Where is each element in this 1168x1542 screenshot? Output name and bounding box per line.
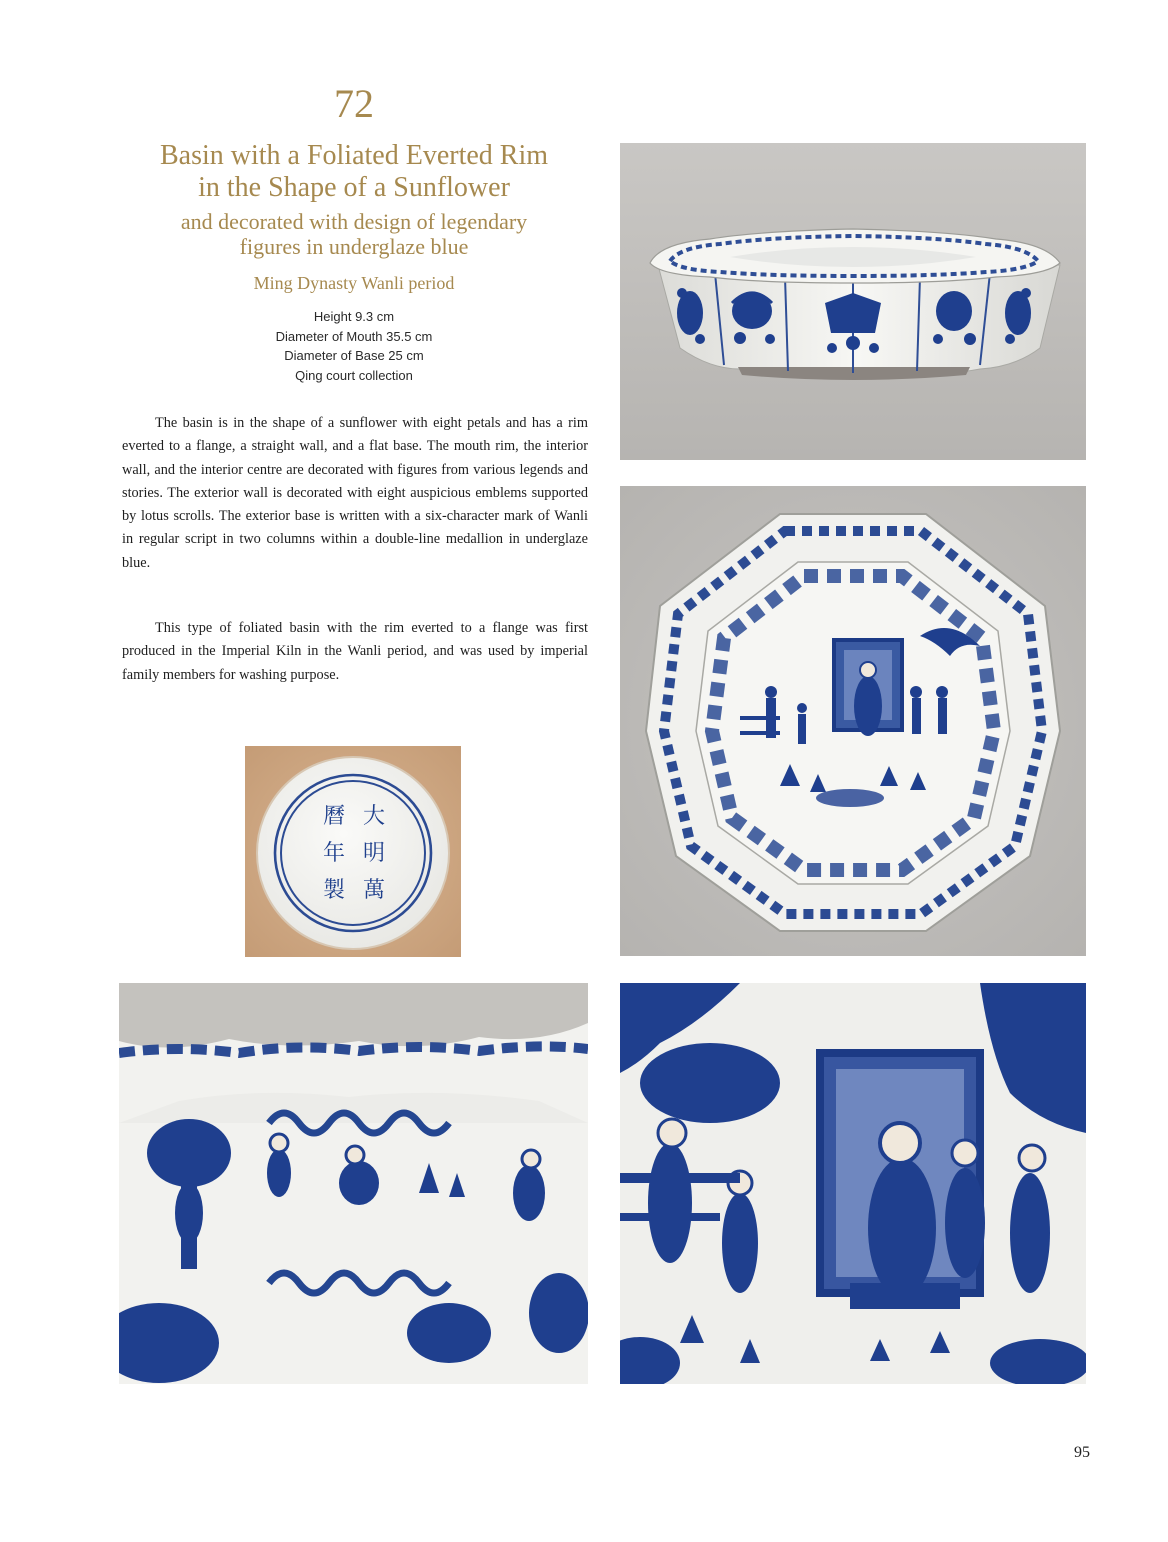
centre-detail-photo bbox=[620, 983, 1086, 1384]
page-number: 95 bbox=[1074, 1444, 1090, 1461]
rim-detail-illustration bbox=[119, 983, 588, 1384]
reign-mark-char: 明 bbox=[362, 841, 385, 866]
centre-detail-illustration bbox=[620, 983, 1086, 1384]
side-view-illustration bbox=[620, 143, 1086, 460]
description-paragraph-2: This type of foliated basin with the rim everted to a flange was first produced in the Imperial Kiln in the Wanli period, and was used by imperial family members for washing purpose. bbox=[122, 620, 588, 683]
reign-mark-char: 年 bbox=[322, 841, 345, 866]
subtitle-line-1: and decorated with design of legendary bbox=[180, 209, 528, 234]
side-view-photo bbox=[620, 143, 1086, 460]
title-line-1: Basin with a Foliated Everted Rim bbox=[159, 140, 549, 171]
spec-base-diameter: Diameter of Base 25 cm bbox=[284, 348, 424, 363]
spec-mouth-diameter: Diameter of Mouth 35.5 cm bbox=[275, 328, 433, 344]
page-title bbox=[120, 140, 588, 204]
title-line-2: in the Shape of a Sunflower bbox=[198, 172, 510, 203]
period-label: Ming Dynasty Wanli period bbox=[253, 273, 455, 293]
reign-mark bbox=[313, 798, 403, 912]
spec-height: Height 9.3 cm bbox=[313, 309, 395, 324]
description-paragraph-1: The basin is in the shape of a sunflower with eight petals and has a rim everted to a flange, a straight wall, and a flat base. The mouth rim, the interior wall, and the interior centre are decorated with figures from various legends and stories. The exterior wall is decorated with eight auspicious emblems supported by lotus scrolls. The exterior base is written with a six-character mark of Wanli in regular script in two columns within a double-line medallion in underglaze blue. bbox=[122, 415, 588, 571]
subtitle bbox=[120, 209, 588, 259]
reign-mark-char: 大 bbox=[362, 804, 385, 829]
spec-collection: Qing court collection bbox=[295, 367, 413, 383]
reign-mark-char: 曆 bbox=[322, 804, 345, 829]
reign-mark-char: 萬 bbox=[362, 878, 385, 903]
top-view-photo bbox=[620, 486, 1086, 956]
catalog-number: 72 bbox=[334, 81, 374, 126]
specifications bbox=[120, 307, 588, 385]
reign-mark-char: 製 bbox=[322, 878, 345, 903]
rim-detail-photo bbox=[119, 983, 588, 1384]
subtitle-line-2: figures in underglaze blue bbox=[239, 234, 469, 259]
base-mark-photo bbox=[245, 746, 461, 957]
top-view-illustration bbox=[620, 486, 1086, 956]
